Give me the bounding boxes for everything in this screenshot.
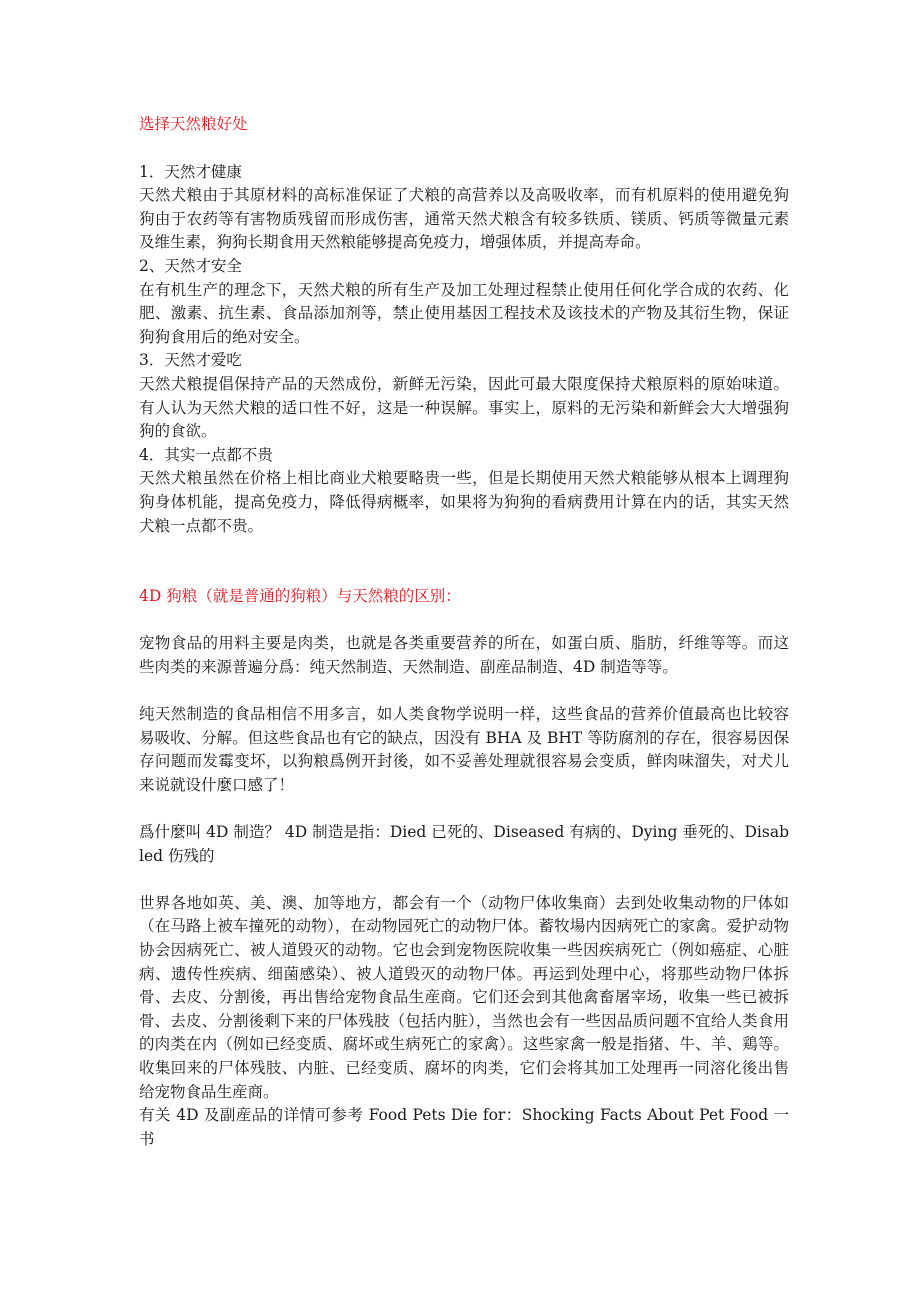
item-body-2: 在有机生产的理念下，天然犬粮的所有生产及加工处理过程禁止使用任何化学合成的农药、化肥、激素、抗生素、食品添加剂等，禁止使用基因工程技术及该技术的产物及其衍生物，保证狗狗食用后的绝对安全。 xyxy=(139,280,789,346)
item-heading-2: 2、天然才安全 xyxy=(139,256,242,275)
item-heading-4: 4．其实一点都不贵 xyxy=(139,445,273,464)
item-heading-1: 1．天然才健康 xyxy=(139,162,242,181)
item-heading-3: 3．天然才爱吃 xyxy=(139,351,242,370)
paragraph-collection: 世界各地如英、美、澳、加等地方，都会有一个（动物尸体收集商）去到处收集动物的尸体如（在马路上被车撞死的动物），在动物园死亡的动物尸体。蓄牧場内因病死亡的家禽。爱护动物协会因病死亡、被人道毁灭的动物。它也会到宠物医院收集一些因疾病死亡（例如癌症、心脏病、遗传性疾病、细菌感染）、被人道毁灭的动物尸体。再运到处理中心，将那些动物尸体拆骨、去皮、分割後，再出售给宠物食品生産商。它们还会到其他禽畜屠宰场，收集一些已被拆骨、去皮、分割後剩下来的尸体残肢（包括内脏），当然也会有一些因品质问题不宜给人类食用的肉类在内（例如已经变质、腐坏或生病死亡的家禽）。这些家禽一般是指猪、牛、羊、鶏等。收集回来的尸体残肢、内脏、已经变质、腐坏的肉类，它们会将其加工处理再一同溶化後出售给宠物食品生産商。 xyxy=(139,893,789,1101)
paragraph-natural: 纯天然制造的食品相信不用多言，如人类食物学说明一样，这些食品的营养价值最高也比较容易吸收、分解。但这些食品也有它的缺点，因没有 BHA 及 BHT 等防腐剂的存在，很容易因保存问题而发霉变坏，以狗粮爲例开封後，如不妥善处理就很容易会变质，鲜肉味溜失，对犬儿来说就设什麼口感了！ xyxy=(139,705,789,794)
item-body-4: 天然犬粮虽然在价格上相比商业犬粮要略贵一些，但是长期使用天然犬粮能够从根本上调理狗狗身体机能，提高免疫力，降低得病概率，如果将为狗狗的看病费用计算在内的话，其实天然犬粮一点都不贵。 xyxy=(139,469,789,535)
paragraph-4d-definition: 爲什麼叫 4D 制造？ 4D 制造是指：Died 已死的、Diseased 有病的、Dying 垂死的、Disabled 伤残的 xyxy=(139,823,789,865)
paragraph-reference: 有关 4D 及副産品的详情可参考 Food Pets Die for：Shocking Facts About Pet Food 一书 xyxy=(139,1106,789,1148)
section-title-difference: 4D 狗粮（就是普通的狗粮）与天然粮的区别： xyxy=(139,587,461,606)
section-title-benefits: 选择天然粮好处 xyxy=(139,115,248,133)
document-content xyxy=(139,113,789,1151)
item-body-1: 天然犬粮由于其原材料的高标准保证了犬粮的高营养以及高吸收率，而有机原料的使用避免狗狗由于农药等有害物质残留而形成伤害，通常天然犬粮含有较多铁质、镁质、钙质等微量元素及维生素，狗狗长期食用天然粮能够提高免疫力，增强体质，并提高寿命。 xyxy=(139,186,789,252)
item-body-3: 天然犬粮提倡保持产品的天然成份，新鲜无污染，因此可最大限度保持犬粮原料的原始味道。有人认为天然犬粮的适口性不好，这是一种误解。事实上，原料的无污染和新鲜会大大增强狗狗的食欲。 xyxy=(139,374,789,441)
paragraph-ingredients: 宠物食品的用料主要是肉类，也就是各类重要营养的所在，如蛋白质、脂肪，纤维等等。而这些肉类的来源普遍分爲：纯天然制造、天然制造、副産品制造、4D 制造等等。 xyxy=(139,634,789,676)
